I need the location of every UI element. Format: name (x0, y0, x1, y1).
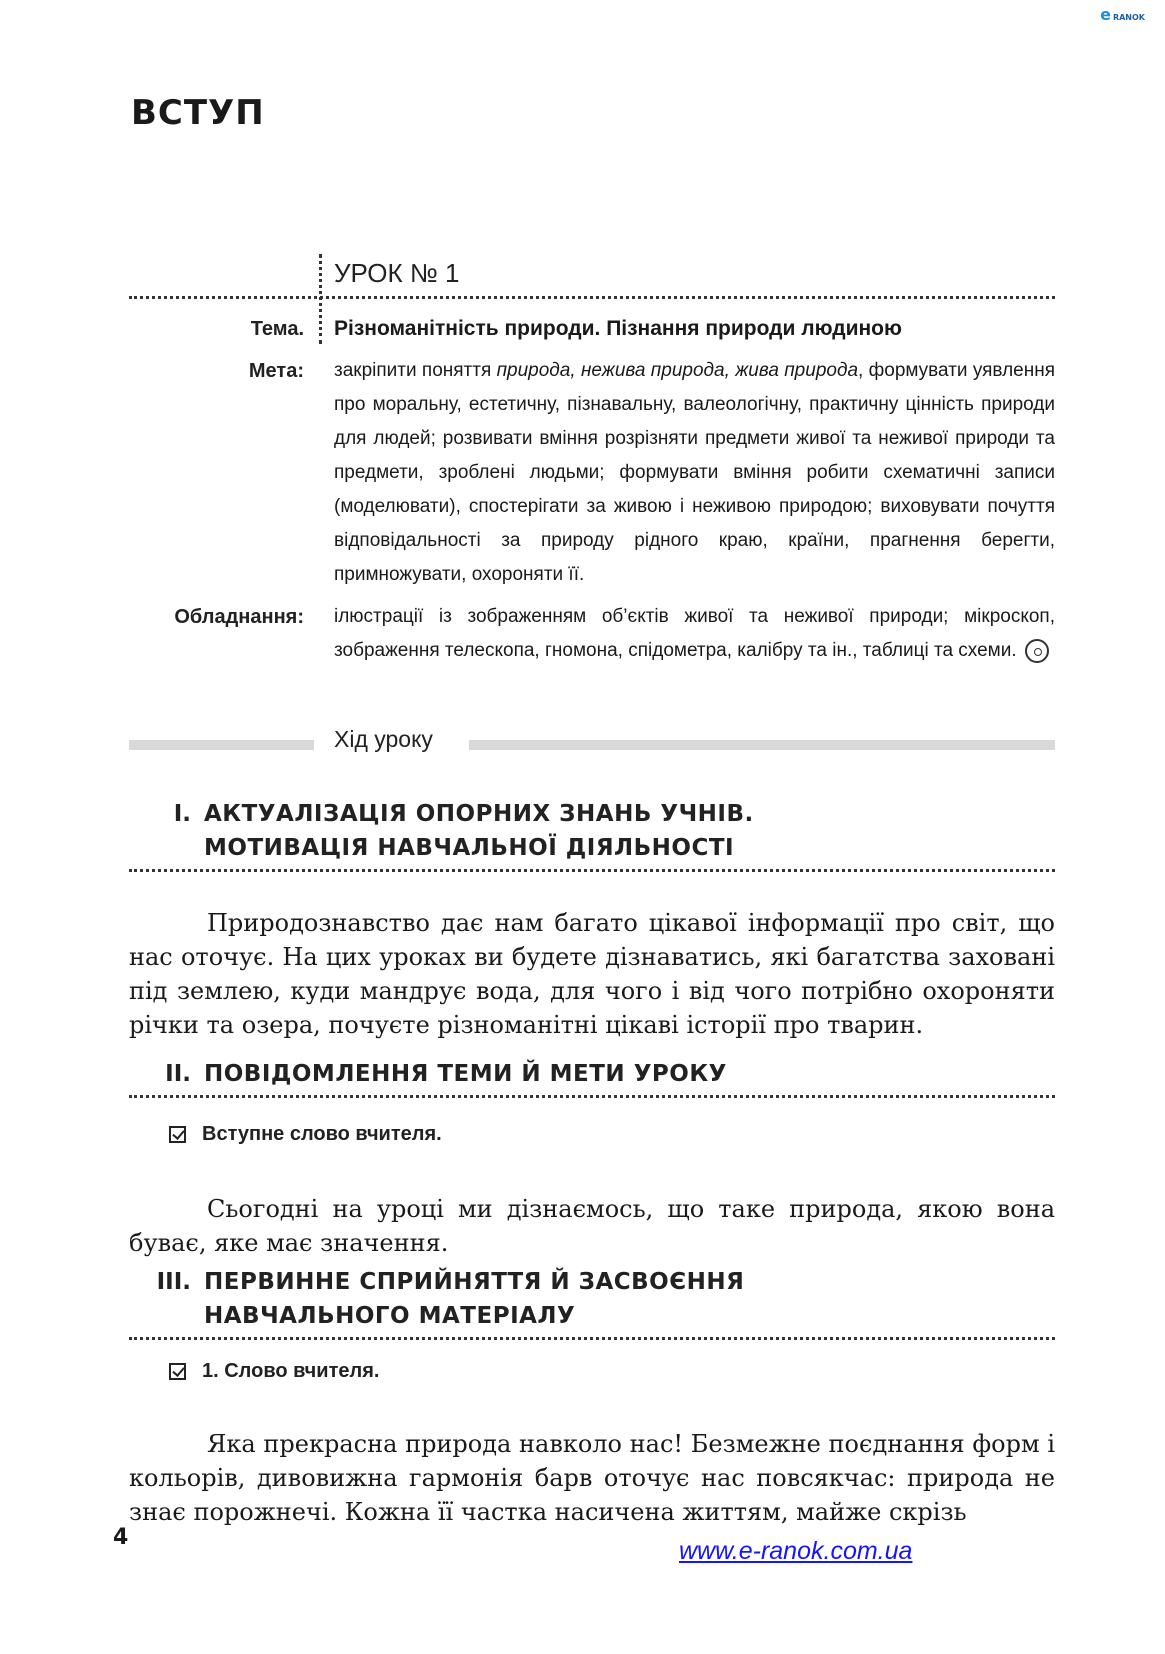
logo-mark: e (1100, 5, 1111, 24)
section-number: I. (173, 801, 191, 827)
checkbox-icon (169, 1363, 186, 1380)
section-number: III. (156, 1269, 191, 1295)
goal-row (129, 354, 1055, 592)
section-heading (129, 797, 1055, 872)
section-heading (129, 1265, 1055, 1340)
logo-text: RANOK (1112, 13, 1145, 22)
body-paragraph: Яка прекрасна природа навколо нас! Безмежне поєднання форм і кольорів, дивовижна гармонія барв оточує нас повсякчас: природа не знає порожнечі. Кожна її частка насичена життям, майже скрізь (129, 1430, 1055, 1526)
section-number: II. (165, 1061, 191, 1087)
body-paragraph: Природознавство дає нам багато цікавої інформації про світ, що нас оточує. На цих уроках ви будете дізнаватись, які багатства заховані під землею, куди мандрує вода, для чого і від чого потрібно охороняти річки та озера, почуєте різноманітні цікаві історії про тварин. (129, 909, 1055, 1039)
goal-text-rest: , формувати уявлення про моральну, естетичну, пізнавальну, валеологічну, практичну цінність природи для людей; розвивати вміння розрізняти предмети живої та неживої природи та предмети, зроблені людьми; формувати вміння робити схематичні записи (моделювати), спостерігати за живою і неживою природою; виховувати почуття відповідальності за природу рідного краю, країни, прагнення берегти, примножувати, охороняти її. (334, 360, 1056, 585)
section-heading (129, 1057, 1055, 1098)
section-heading-text (129, 797, 1055, 865)
dotted-rule (129, 1095, 1055, 1098)
equipment-content: ілюстрації із зображенням об’єктів живої та неживої природи; мікроскоп, зображення телескопа, гномона, спідометра, калібру та ін., таблиці та схеми. (334, 606, 1055, 661)
goal-terms: природа, нежива природа, жива природа (496, 360, 859, 381)
equipment-label: Обладнання: (174, 606, 304, 628)
subheading (169, 1123, 442, 1146)
section-title: ПОВІДОМЛЕННЯ ТЕМИ Й МЕТИ УРОКУ (204, 1061, 727, 1087)
course-divider (129, 726, 1055, 756)
lesson-title: УРОК № 1 (334, 258, 460, 288)
section-heading-text (129, 1265, 1055, 1333)
cd-disc-icon (1025, 639, 1049, 663)
section-title: АКТУАЛІЗАЦІЯ ОПОРНИХ ЗНАНЬ УЧНІВ. МОТИВАЦІЯ НАВЧАЛЬНОЇ ДІЯЛЬНОСТІ (204, 801, 754, 861)
section-heading-text (129, 1057, 1055, 1091)
grey-bar-right (469, 740, 1055, 750)
body-paragraph: Сьогодні на уроці ми дізнаємось, що таке природа, якою вона буває, яке має значення. (129, 1195, 1055, 1257)
subheading-text: Вступне слово вчителя. (202, 1123, 442, 1145)
equipment-text (334, 600, 1055, 668)
goal-text (334, 354, 1055, 592)
website-link[interactable]: www.e-ranok.com.ua (679, 1537, 913, 1565)
publisher-logo (1100, 5, 1145, 24)
topic-row (129, 314, 1055, 344)
page-number: 4 (113, 1525, 129, 1550)
dotted-rule (129, 869, 1055, 872)
topic-text: Різноманітність природи. Пізнання природи людиною (334, 317, 902, 340)
equipment-row (129, 600, 1055, 668)
goal-text-start: закріпити поняття (334, 360, 497, 381)
chapter-heading: ВСТУП (131, 93, 265, 133)
subheading (169, 1360, 379, 1383)
checkbox-icon (169, 1126, 186, 1143)
lesson-info-block (129, 254, 1056, 661)
dotted-rule (129, 1337, 1055, 1340)
goal-label: Мета: (248, 360, 304, 382)
grey-bar-left (129, 740, 314, 750)
subheading-text: 1. Слово вчителя. (202, 1360, 380, 1382)
lesson-header (129, 254, 1055, 298)
topic-label: Тема. (250, 318, 304, 340)
course-title: Хід уроку (334, 726, 433, 752)
section-title: ПЕРВИННЕ СПРИЙНЯТТЯ Й ЗАСВОЄННЯ НАВЧАЛЬНОГО МАТЕРІАЛУ (204, 1269, 745, 1329)
dotted-rule (129, 296, 1055, 299)
